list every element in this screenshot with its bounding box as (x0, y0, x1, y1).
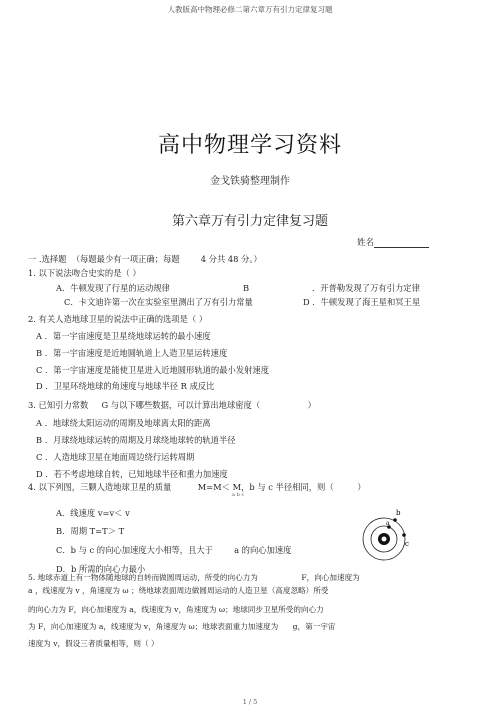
q4-option-b-mid: =T (95, 526, 108, 536)
q5-line4b: ，向心加速度为 a (43, 622, 104, 631)
q1-option-b: ．开普勒发现了万有引力定律 (312, 283, 420, 293)
cover-author: 金戈铁骑整理制作 (210, 176, 290, 187)
q5-line4 (28, 622, 336, 632)
name-label: 姓名 (357, 238, 375, 248)
label-b: b (396, 509, 401, 517)
q1-option-c: C．卡文迪许第一次在实验室里测出了万有引力常量 (64, 297, 253, 307)
cover-title: 高中物理学习资料 (157, 133, 342, 158)
q3-stem-c: ） (307, 400, 316, 410)
q3-option-a: A ．地球绕太阳运动的周期及地球离太阳的距离 (36, 418, 211, 428)
q5-line2: a ，线速度为 v ，角速度为 ω ；绕地球表面周边做圆周运动的人造卫星（高度忽略）所受 (28, 586, 329, 595)
q5-line4f: g，第一宇宙 (292, 622, 336, 631)
q4-stem-d: ＜ M (221, 482, 242, 492)
section-title: 一 .选择题 (28, 254, 67, 264)
q4-stem-f: ） (357, 482, 366, 492)
q2-stem: 2. 有关人造地球卫星的说法中正确的选项是（ ） (28, 314, 208, 324)
q1-option-a: A．牛顿发现了行星的运动规律 (56, 283, 170, 293)
q3-stem-b: G 与以下哪些数据，可以计算出地球密度（ (101, 400, 261, 410)
name-field (357, 236, 429, 248)
q3-stem-a: 3. 已知引力常数 (28, 400, 89, 410)
q2-option-c: C ．第一宇宙速度是能使卫星进入近地圆形轨道的最小发射速度 (36, 365, 270, 375)
q5-line4c: ，线速度为 v (103, 622, 149, 631)
name-blank (374, 238, 429, 248)
q5-line3c: ，线速度为 v (133, 605, 179, 614)
q5-line5: 速度为 v，假设三者质量相等，则（ ） (28, 639, 159, 648)
q3-option-d: D ．若不考虑地球自转，已知地球半径和重力加速度 (36, 469, 228, 479)
satellite-b (393, 518, 397, 522)
section-note-a: （每题最少有一项正确；每题 (71, 254, 180, 264)
label-a: a (386, 520, 390, 527)
q4-mass-subscripts: a b c (232, 492, 245, 498)
q4-option-d: D．b 所需的向心力最小 (56, 564, 146, 574)
q3-option-c: C ．人造地球卫星在地面周边绕行运转周期 (36, 452, 195, 462)
satellite-c (402, 533, 406, 537)
q1-option-d: D ．牛顿发现了海王星和冥王星 (303, 297, 421, 307)
q5-line1c: ，向心加速度为 (306, 573, 360, 582)
q4-stem-e: ，b 与 c 半径相同，则（ (241, 482, 334, 492)
q5-line3e: ；地球同步卫星所受的向心力 (225, 605, 324, 614)
label-c: c (405, 540, 409, 548)
q5-line1 (28, 573, 360, 583)
q5-line4e: ；地球表面重力加速度为 (194, 622, 279, 631)
q4-stem-a: 4. 以下列图，三颗人造地球卫星的质量 (28, 482, 172, 492)
q4-option-a-tail: ＜ v (114, 508, 130, 518)
q5-line3b: ，向心加速度为 a (73, 605, 134, 614)
q4-option-a-mid: =v (102, 508, 115, 518)
q3-stem (28, 400, 316, 410)
section-heading (28, 254, 262, 264)
q4-option-b-head: B．周期 T (56, 526, 96, 536)
q4-stem (28, 482, 366, 492)
orbit-diagram (360, 505, 412, 567)
q5-line1a: 5. 地球赤道上有一物体随地球的自转而做圆周运动，所受的向心力为 (28, 573, 258, 582)
q5-line3d: ，角速度为 ω (178, 605, 226, 614)
q2-option-b: B ．第一宇宙速度是近地圆轨道上人造卫星运转速度 (36, 348, 228, 358)
q5-line3 (28, 605, 324, 615)
chapter-title: 第六章万有引力定律复习题 (171, 214, 328, 229)
q4-stem-c: =M (206, 482, 222, 492)
q4-option-b-tail: ＞ T (107, 526, 125, 536)
running-header: 人教版高中物理必修二第六章万有引力定律复习题 (167, 5, 333, 14)
q2-option-a: A ．第一宇宙速度是卫星绕地球运转的最小速度 (36, 331, 211, 341)
q2-option-d: D ．卫星环绕地球的角速度与地球半径 R 成反比 (36, 381, 215, 391)
q5-line3a: 的向心力为 F (28, 605, 74, 614)
q4-stem-b: M (197, 482, 207, 492)
q4-option-b (56, 526, 124, 536)
q5-line4d: ，角速度为 ω (148, 622, 195, 631)
page-number: 1 / 5 (242, 698, 258, 706)
q5-line1b: F (301, 573, 307, 582)
section-note-b: 4 分共 48 分。） (200, 254, 262, 264)
q4-option-a (56, 508, 130, 518)
q3-option-b: B ．月球绕地球运转的周期及月球绕地球转的轨道半径 (36, 435, 236, 445)
q4-option-c-head: C．b 与 c 的向心加速度大小相等，且大于 (56, 545, 213, 555)
q4-option-c-tail: a 的向心加速度 (234, 545, 292, 555)
q5-line4a: 为 F (28, 622, 44, 631)
earth-core (382, 537, 387, 542)
q1-stem: 1. 以下说法吻合史实的是（ ） (28, 268, 141, 278)
q1-option-b-label: B (243, 283, 250, 293)
q4-option-c (56, 545, 291, 555)
q4-option-a-head: A．线速度 v (56, 508, 103, 518)
